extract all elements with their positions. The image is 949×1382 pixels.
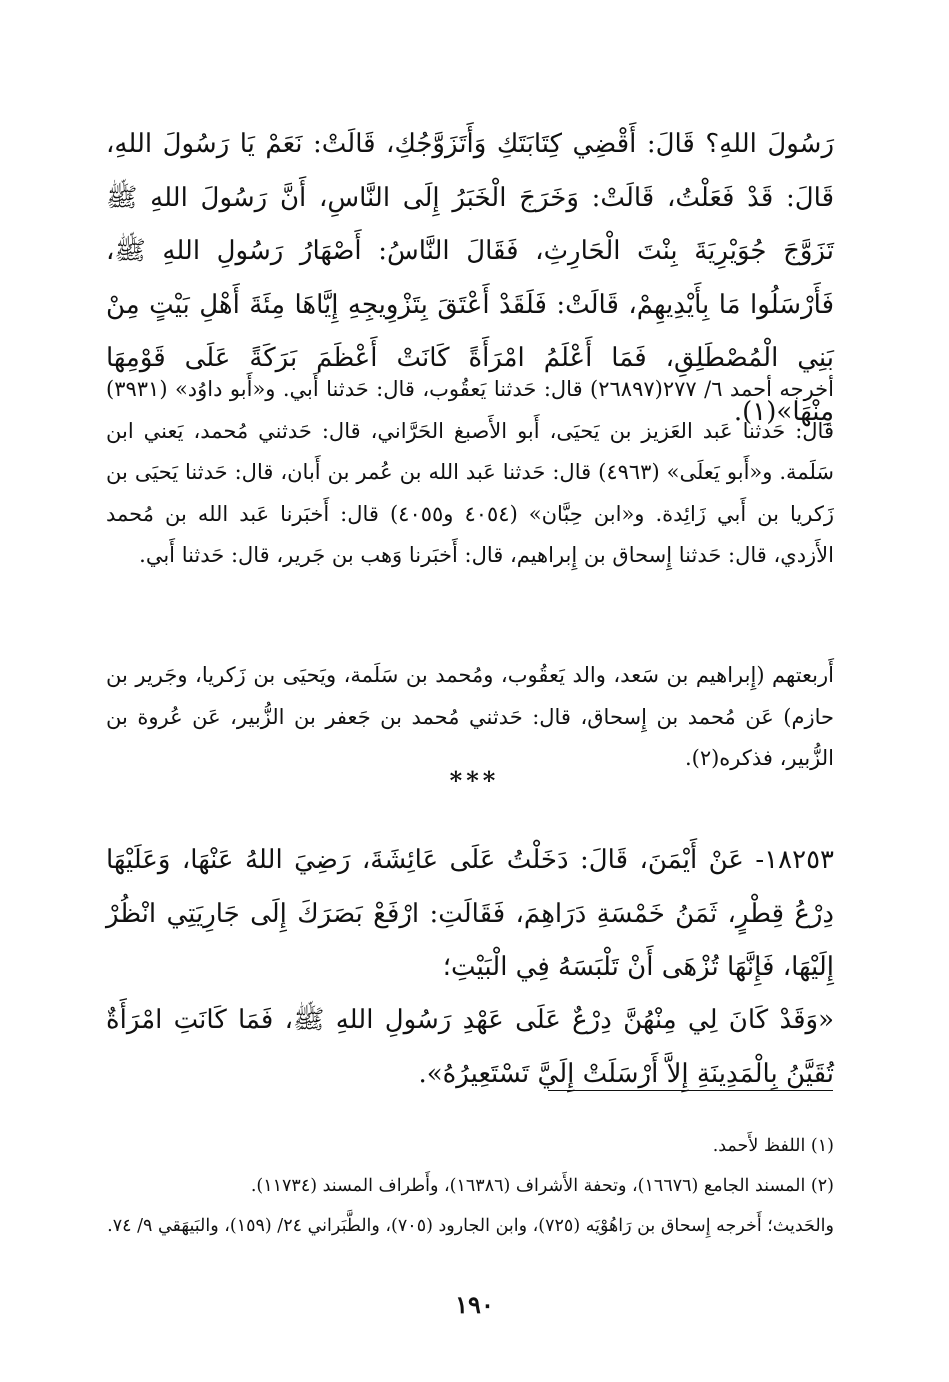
hadith-18253-text: ١٨٢٥٣- عَنْ أَيْمَنَ، قَالَ: دَخَلْتُ عَلَى عَائِشَةَ، رَضِيَ اللهُ عَنْهَا، وَعَلَيْهَا دِرْعُ قِطْرٍ، ثَمَنُ خَمْسَةِ دَرَاهِمَ، فَقَالَتِ: ارْفَعْ بَصَرَكَ إِلَى جَارِيَتِي انْظُرْ إِلَيْهَا، فَإِنَّهَا تُزْهَى أَنْ تَلْبَسَهُ فِي الْبَيْتِ؛ [106, 845, 834, 982]
footnote-2-continuation: والحَديث؛ أَخرجه إِسحاق بن رَاهُوْيَه (٧٢٥)، وابن الجارود (٧٠٥)، والطَّبَراني ٢٤/ (١٥٩)، والبَيهَقي ٩/ ٧٤. [107, 1215, 834, 1236]
hadith-18253-quote: «وَقَدْ كَانَ لِي مِنْهُنَّ دِرْعٌ عَلَى عَهْدِ رَسُولِ اللهِ ﷺ، فَمَا كَانَتِ امْرَأَةٌ تُقَيَّنُ بِالْمَدِينَةِ إِلاَّ أَرْسَلَتْ إِلَيَّ تَسْتَعِيرُهُ». [106, 1005, 834, 1089]
page-number: ١٩٠ [455, 1290, 494, 1319]
isnad-summary-paragraph: أَربعتهم (إِبراهيم بن سَعد، والد يَعقُوب، ومُحمد بن سَلَمة، ويَحيَى بن زَكريا، وجَرير بن حازم) عَن مُحمد بن إِسحاق، قال: حَدثني مُحمد بن جَعفر بن الزُّبير، عَن عُروة بن الزُّبير، فذكره(٢). [106, 663, 834, 770]
footnote-2: (٢) المسند الجامع (١٦٦٧٦)، وتحفة الأَشراف (١٦٣٨٦)، وأَطراف المسند (١١٧٣٤). [250, 1175, 834, 1196]
footnote-1: (١) اللفظ لأَحمد. [712, 1135, 834, 1156]
hadith-text-continuation: رَسُولَ اللهِ؟ قَالَ: أَقْضِي كِتَابَتَكِ وَأَتَزَوَّجُكِ، قَالَتْ: نَعَمْ يَا رَسُولَ اللهِ، قَالَ: قَدْ فَعَلْتُ، قَالَتْ: وَخَرَجَ الْخَبَرُ إِلَى النَّاسِ، أَنَّ رَسُولَ اللهِ ﷺ تَزَوَّجَ جُوَيْرِيَةَ بِنْتَ الْحَارِثِ، فَقَالَ النَّاسُ: أَصْهَارُ رَسُولِ اللهِ ﷺ، فَأَرْسَلُوا مَا بِأَيْدِيهِمْ، قَالَتْ: فَلَقَدْ أَعْتَقَ بِتَزْوِيجِهِ إِيَّاهَا مِئَةَ أَهْلِ بَيْتٍ مِنْ بَنِي الْمُصْطَلِقِ، فَمَا أَعْلَمُ امْرَأَةً كَانَتْ أَعْظَمَ بَرَكَةً عَلَى قَوْمِهَا مِنْهَا»(١). [106, 129, 834, 427]
footnote-divider [548, 1090, 833, 1091]
takhrij-paragraph: أخرجه أحمد ٦/ ٢٧٧(٢٦٨٩٧) قال: حَدثنا يَعقُوب، قال: حَدثنا أَبي. و«أَبو داوُد» (٣٩٣١) قال: حَدثنا عَبد العَزيز بن يَحيَى، أَبو الأَصبغ الحَرَّاني، قال: حَدثني مُحمد، يَعني ابن سَلَمة. و«أَبو يَعلَى» (٤٩٦٣) قال: حَدثنا عَبد الله بن عُمر بن أَبان، قال: حَدثنا يَحيَى بن زَكريا بن أَبي زَائِدة. و«ابن حِبَّان» (٤٠٥٤ و٤٠٥٥) قال: أَخبَرنا عَبد الله بن مُحمد الأَزدي، قال: حَدثنا إِسحاق بن إِبراهيم، قال: أَخبَرنا وَهب بن جَرير، قال: حَدثنا أَبي. [106, 377, 835, 567]
section-separator: *** [449, 766, 500, 795]
